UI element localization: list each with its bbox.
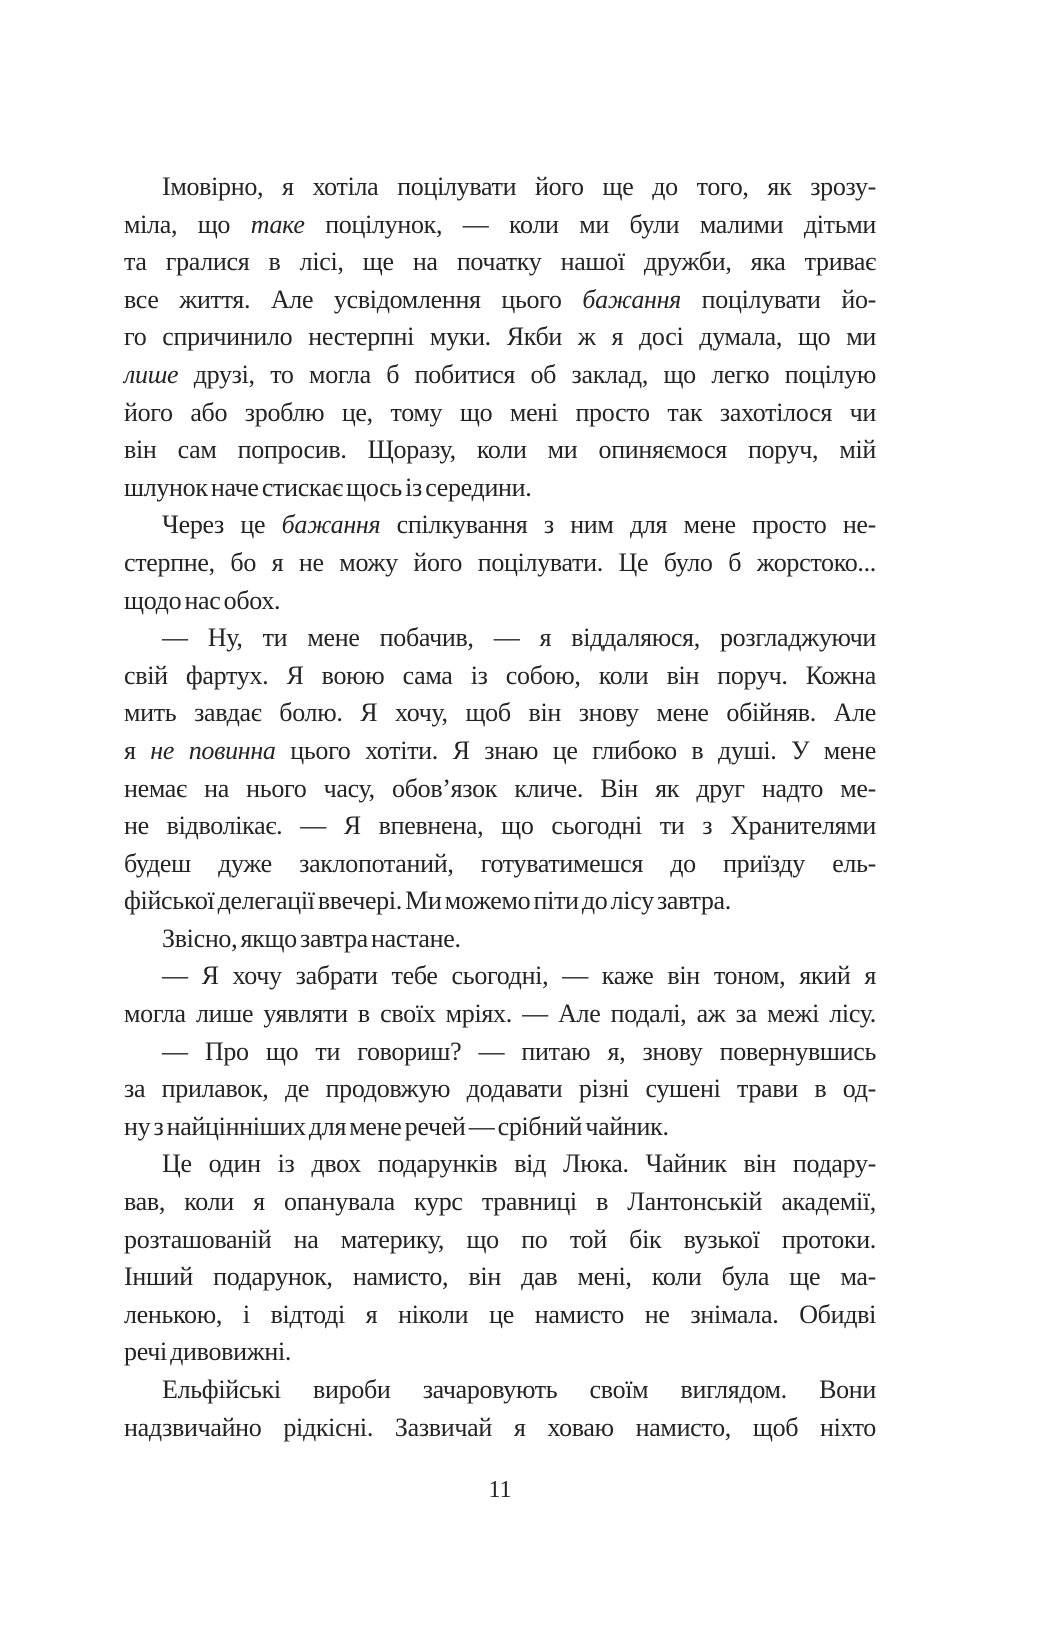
text-line: та гралися в лісі, ще на початку нашої дружби, яка триває bbox=[124, 247, 876, 277]
text-line: — Ну, ти мене побачив, — я віддаляюся, розгладжуючи bbox=[162, 623, 876, 653]
text-line: мить завдає болю. Я хочу, щоб він знову мене обійняв. Але bbox=[124, 698, 876, 728]
text-line: стерпне, бо я не можу його поцілувати. Це було б жорстоко... bbox=[124, 547, 876, 577]
text-line: — Про що ти говориш? — питаю я, знову повернувшись bbox=[162, 1036, 876, 1066]
text-line: розташованій на материку, що по той бік вузької протоки. bbox=[124, 1224, 876, 1254]
text-line: ну з найцінніших для мене речей — срібний чайник. bbox=[124, 1111, 669, 1141]
text-line: ленькою, і відтоді я ніколи це намисто не знімала. Обидві bbox=[124, 1299, 876, 1329]
text-line: його або зроблю це, тому що мені просто так захотілося чи bbox=[124, 397, 876, 427]
text-line: Через це бажання спілкування з ним для мене просто не- bbox=[162, 510, 877, 540]
text-line: свій фартух. Я воюю сама із собою, коли він поруч. Кожна bbox=[124, 660, 876, 690]
text-line: Інший подарунок, намисто, він дав мені, коли була ще ма- bbox=[124, 1262, 876, 1292]
text-line: го спричинило нестерпні муки. Якби ж я досі думала, що ми bbox=[124, 322, 876, 352]
text-line: міла, що таке поцілунок, — коли ми були малими дітьми bbox=[124, 209, 877, 239]
text-line: він сам попросив. Щоразу, коли ми опиняємося поруч, мій bbox=[124, 435, 876, 465]
text-line: лише друзі, то могла б побитися об заклад, що легко поцілую bbox=[124, 359, 876, 389]
text-line: немає на нього часу, обов’язок кличе. Він як друг надто ме- bbox=[124, 773, 876, 803]
text-line: все життя. Але усвідомлення цього бажання поцілувати йо- bbox=[124, 284, 877, 314]
text-line: Ельфійські вироби зачаровують своїм виглядом. Вони bbox=[162, 1375, 876, 1404]
text-line: не відволікає. — Я впевнена, що сьогодні ти з Хранителями bbox=[124, 811, 876, 841]
text-line: надзвичайно рідкісні. Зазвичай я ховаю намисто, щоб ніхто bbox=[124, 1412, 876, 1442]
text-line: — Я хочу забрати тебе сьогодні, — каже він тоном, який я bbox=[162, 961, 876, 991]
text-line: Це один із двох подарунків від Люка. Чайник він подару- bbox=[162, 1149, 876, 1179]
text-line: за прилавок, де продовжую додавати різні сушені трави в од- bbox=[124, 1074, 876, 1104]
body-text bbox=[124, 168, 876, 1446]
page-number: 11 bbox=[488, 1477, 512, 1503]
text-line: щодо нас обох. bbox=[124, 585, 281, 615]
text-line: шлунок наче стискає щось із середини. bbox=[124, 472, 532, 502]
text-line: Звісно, якщо завтра настане. bbox=[162, 923, 461, 953]
text-line: я не повинна цього хотіти. Я знаю це глибоко в душі. У мене bbox=[124, 735, 876, 765]
text-line: вав, коли я опанувала курс травниці в Лантонській академії, bbox=[124, 1187, 876, 1217]
text-line: фійської делегації ввечері. Ми можемо піти до лісу завтра. bbox=[124, 886, 731, 916]
text-line: речі дивовижні. bbox=[124, 1337, 292, 1367]
text-line: Імовірно, я хотіла поцілувати його ще до того, як зрозу- bbox=[162, 172, 876, 201]
text-line: будеш дуже заклопотаний, готуватимешся до приїзду ель- bbox=[124, 848, 876, 878]
text-line: могла лише уявляти в своїх мріях. — Але подалі, аж за межі лісу. bbox=[124, 999, 876, 1029]
